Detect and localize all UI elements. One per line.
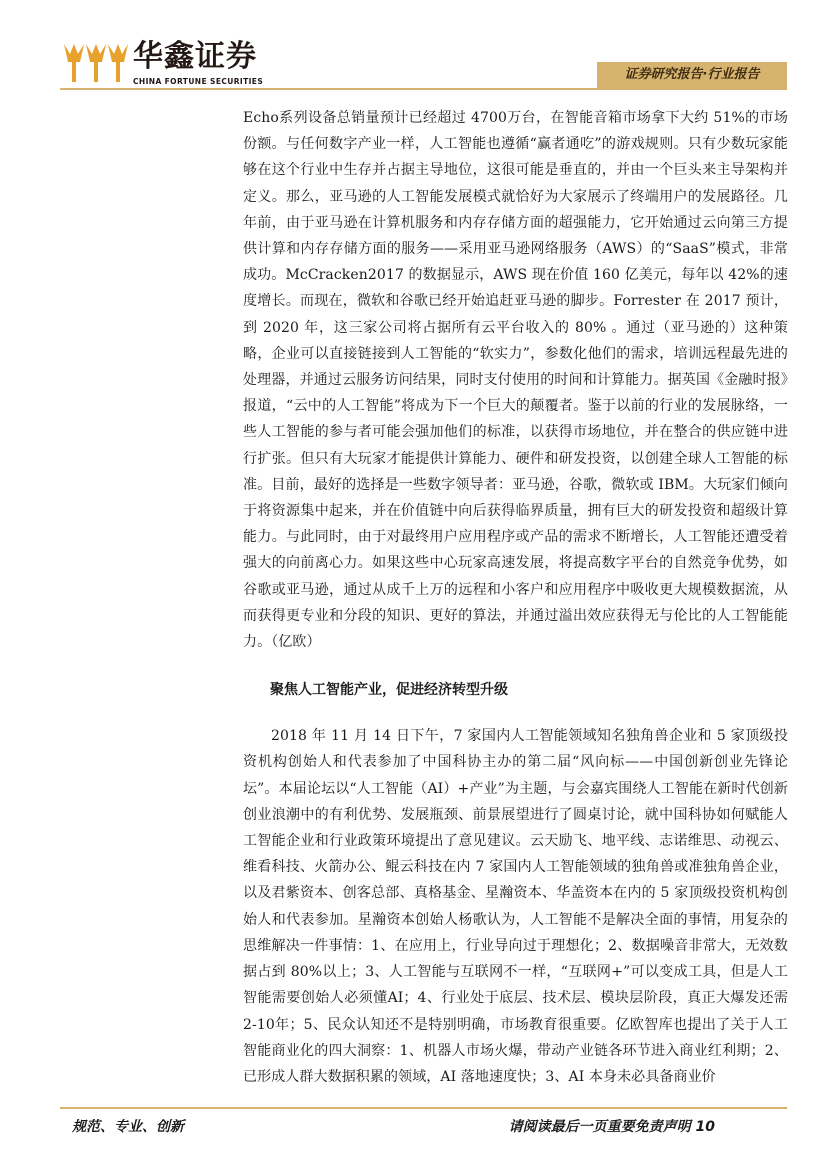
- logo-english-name: CHINA FORTUNE SECURITIES: [133, 77, 264, 86]
- body-paragraph: 2018 年 11 月 14 日下午，7 家国内人工智能领域知名独角兽企业和 5 家顶级投资机构创始人和代表参加了中国科协主办的第二届“风向标——中国创新创业先锋论坛”。本届论坛以“人工智能（AI）+产业”为主题，与会嘉宾围绕人工智能在新时代创新创业浪潮中的有利优势、发展瓶颈、前景展望进行了圆桌讨论，就中国科协如何赋能人工智能企业和行业政策环境提出了意见建议。云天励飞、地平线、志诺维思、动视云、维看科技、火箭办公、鲲云科技在内 7 家国内人工智能领域的独角兽或准独角兽企业，以及君紫资本、创客总部、真格基金、星瀚资本、华盖资本在内的 5 家顶级投资机构创始人和代表参加。星瀚资本创始人杨歌认为，人工智能不是解决全面的事情，用复杂的思维解决一件事情：1、在应用上，行业导向过于理想化；2、数据噪音非常大，无效数据占到 80%以上；3、人工智能与互联网不一样，“互联网+”可以变成工具，但是人工智能需要创始人必须懂AI；4、行业处于底层、技术层、模块层阶段，真正大爆发还需 2-10年；5、民众认知还不是特别明确，市场教育很重要。亿欧智库也提出了关于人工智能商业化的四大洞察：1、机器人市场火爆，带动产业链各环节进入商业红利期；2、已形成人群大数据积累的领域，AI 落地速度快；3、AI 本身未必具备商业价: [243, 728, 788, 1085]
- footer-slogan: 规范、专业、创新: [72, 1119, 184, 1135]
- body-paragraph: Echo系列设备总销量预计已经超过 4700万台，在智能音箱市场拿下大约 51%的市场份额。与任何数字产业一样，人工智能也遵循“赢者通吃”的游戏规则。只有少数玩家能够在这个行业中生存并占据主导地位，这很可能是垂直的，并由一个巨头来主导架构并定义。那么，亚马逊的人工智能发展模式就恰好为大家展示了终端用户的发展路径。几年前，由于亚马逊在计算机服务和内存存储方面的超强能力，它开始通过云向第三方提供计算和内存存储方面的服务——采用亚马逊网络服务（AWS）的“SaaS”模式，非常成功。McCracken2017 的数据显示，AWS 现在价值 160 亿美元，每年以 42%的速度增长。而现在，微软和谷歌已经开始追赶亚马逊的脚步。Forrester 在 2017 预计，到 2020 年，这三家公司将占据所有云平台收入的 80% 。通过（亚马逊的）这种策略，企业可以直接链接到人工智能的“软实力”，参数化他们的需求，培训远程最先进的处理器，并通过云服务访问结果，同时支付使用的时间和计算能力。据英国《金融时报》报道，“云中的人工智能”将成为下一个巨大的颠覆者。鉴于以前的行业的发展脉络，一些人工智能的参与者可能会强加他们的标准，以获得市场地位，并在整合的供应链中进行扩张。但只有大玩家才能提供计算能力、硬件和研发投资，以创建全球人工智能的标准。目前，最好的选择是一些数字领导者：亚马逊，谷歌，微软或 IBM。大玩家们倾向于将资源集中起来，并在价值链中向后获得临界质量，拥有巨大的研发投资和超级计算能力。与此同时，由于对最终用户应用程序或产品的需求不断增长，人工智能还遭受着强大的向前离心力。如果这些中心玩家高速发展，将提高数字平台的自然竞争优势，如谷歌或亚马逊，通过从成千上万的远程和小客户和应用程序中吸收更大规模数据流，从而获得更专业和分段的知识、更好的算法，并通过溢出效应获得无与伦比的人工智能能力。（亿欧）: [243, 110, 788, 651]
- company-logo-icon: [60, 40, 130, 86]
- main-content: [243, 105, 788, 1090]
- page-header: [0, 0, 827, 100]
- section-heading: 聚焦人工智能产业，促进经济转型升级: [270, 682, 508, 699]
- footer-divider: [60, 1107, 787, 1109]
- footer-disclaimer-page-number: 请阅读最后一页重要免责声明 10: [508, 1119, 715, 1135]
- header-divider: [60, 88, 787, 90]
- report-type-tag: 证券研究报告·行业报告: [597, 62, 787, 88]
- logo-chinese-name: 华鑫证券: [133, 39, 257, 74]
